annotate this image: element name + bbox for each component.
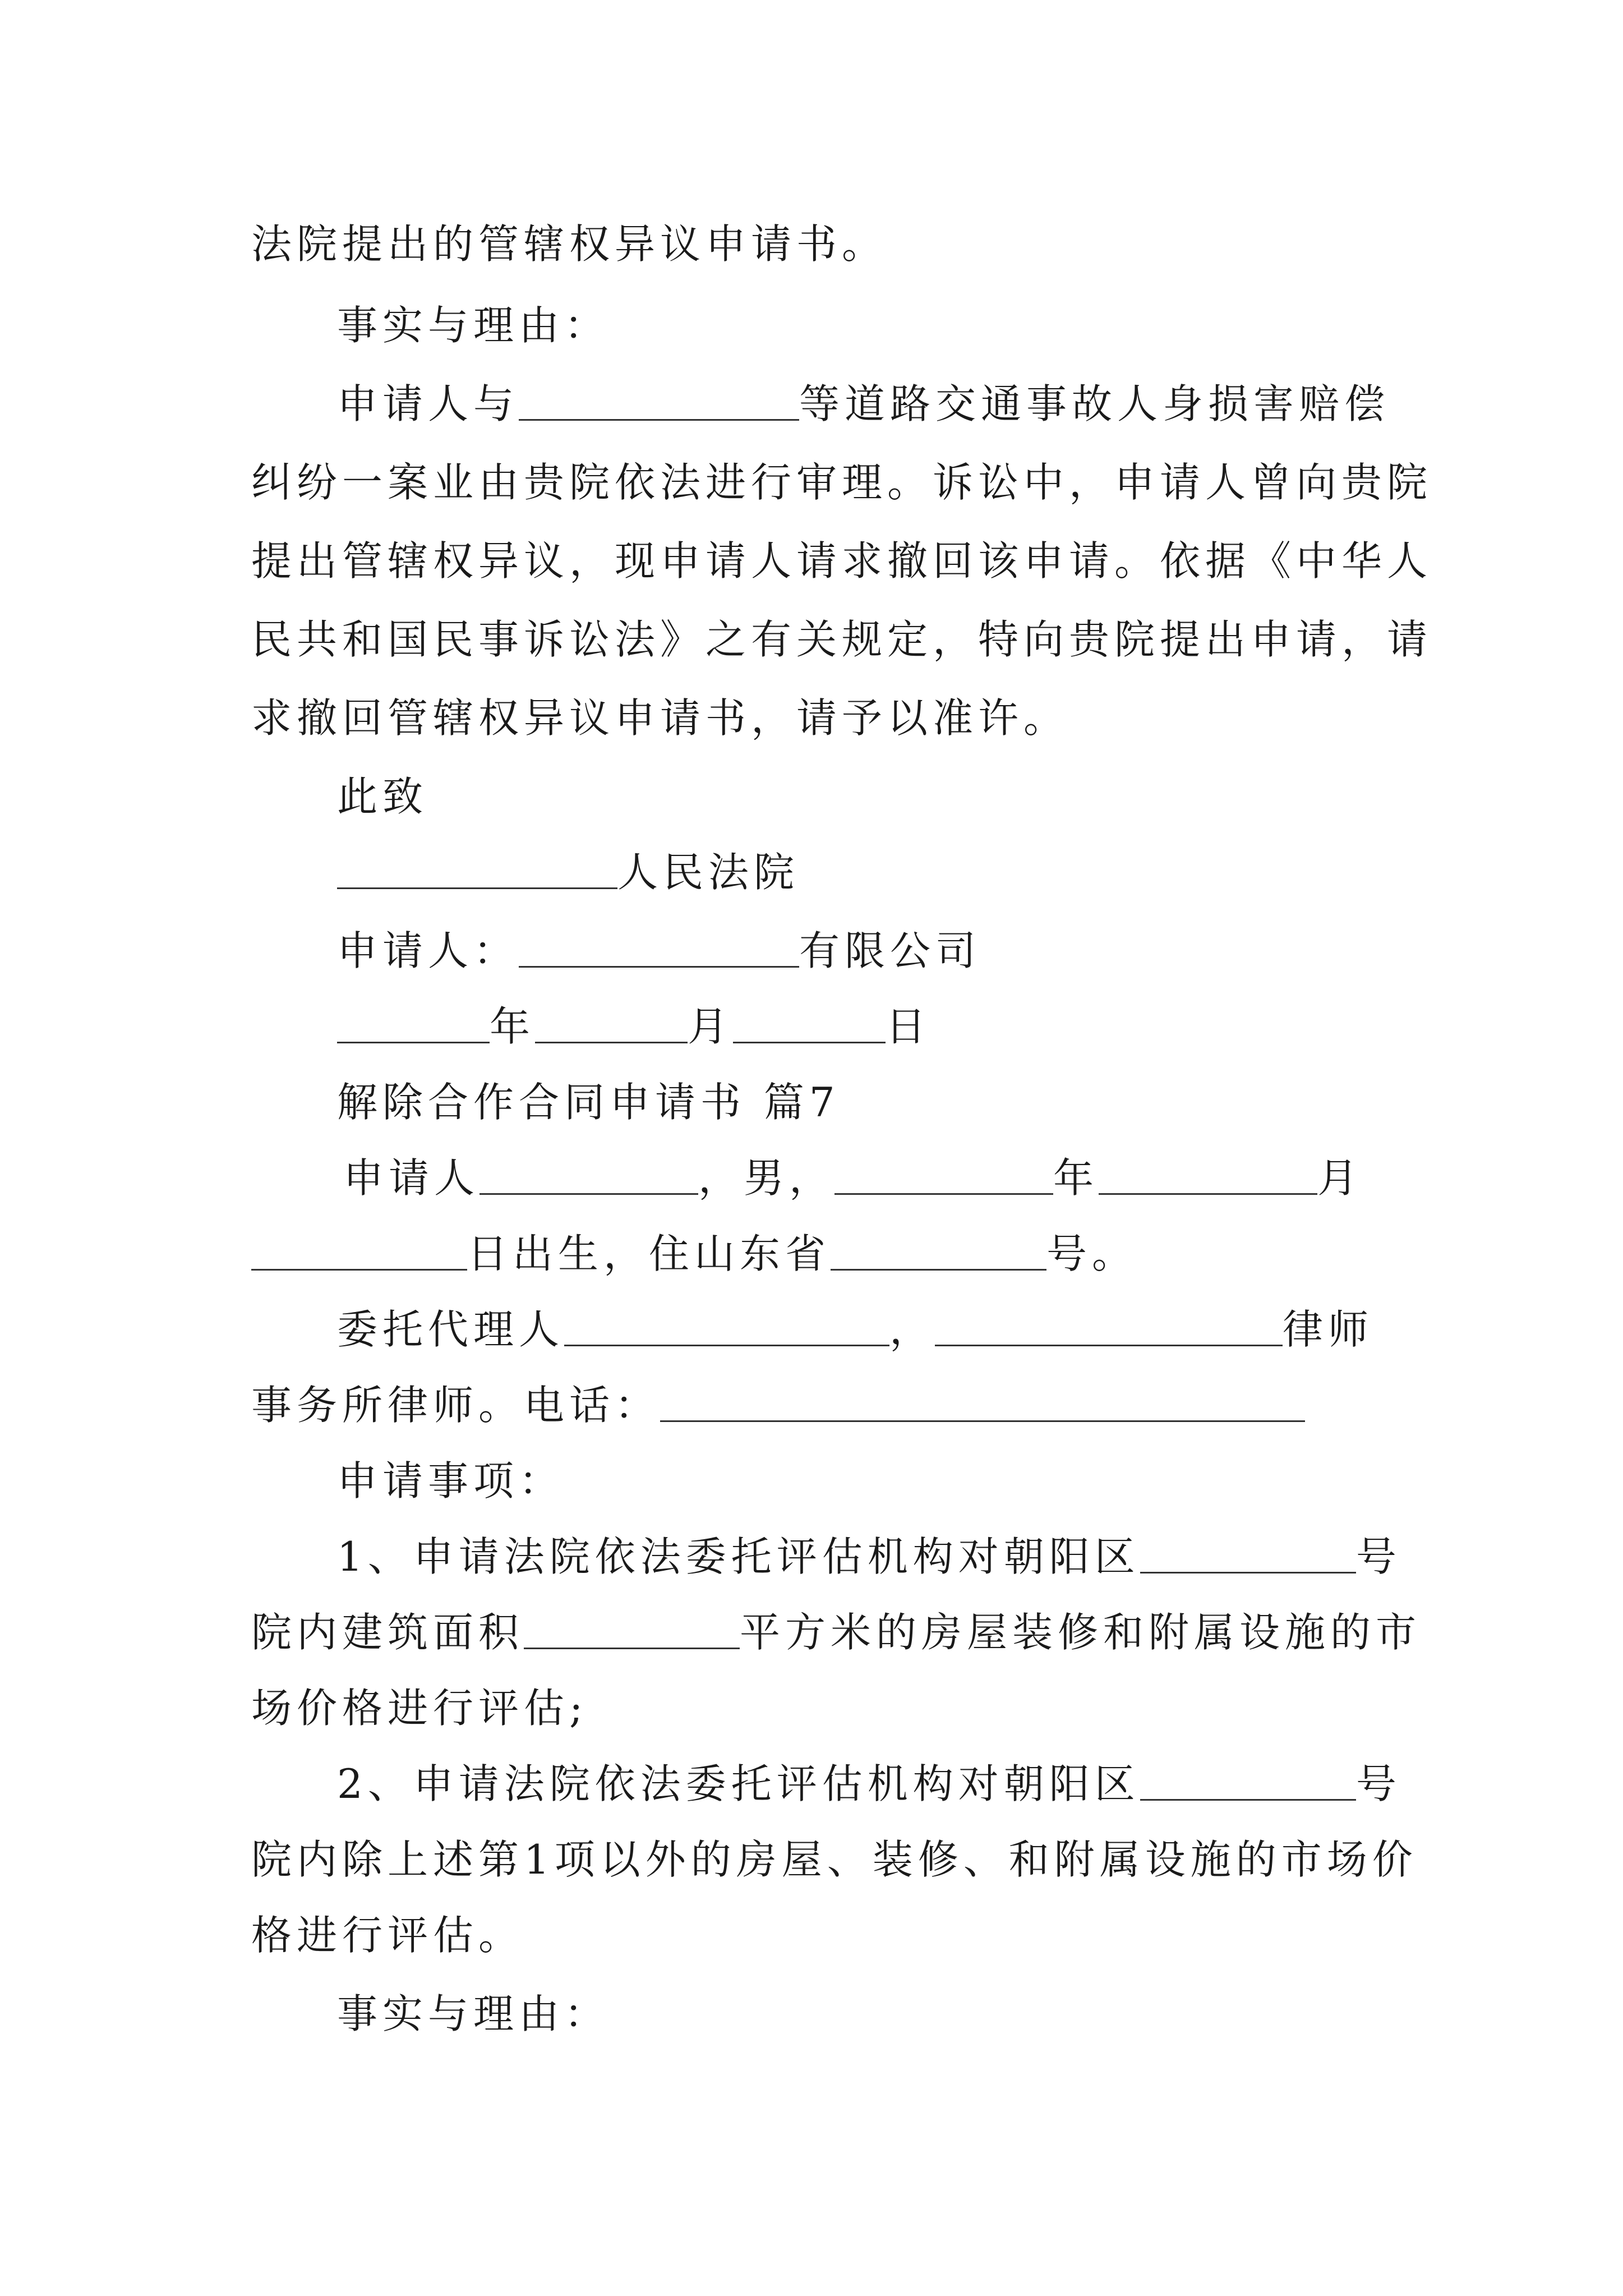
fill-blank [1140, 1742, 1356, 1801]
fill-blank [564, 1287, 889, 1346]
fill-blank [337, 984, 490, 1043]
paragraph-line: 纠纷一案业由贵院依法进行审理。诉讼中，申请人曾向贵院 [251, 459, 1433, 506]
fill-blank [733, 984, 886, 1043]
paragraph-line: 2、申请法院依法委托评估机构对朝阳区 号 [0, 1742, 1623, 1826]
court-name-line: 人民法院 [0, 830, 1623, 914]
fill-blank [524, 1590, 740, 1649]
fill-blank [834, 1136, 1053, 1195]
fill-blank [479, 1136, 698, 1195]
fill-blank [251, 1212, 467, 1271]
fill-blank [1099, 1136, 1317, 1195]
document-title: 解除合作合同申请书 篇7 [337, 1079, 840, 1126]
fill-blank [519, 362, 799, 421]
section-heading-facts: 事实与理由： [337, 1990, 610, 2037]
fill-blank [935, 1287, 1283, 1346]
paragraph-line: 民共和国民事诉讼法》之有关规定，特向贵院提出申请，请 [251, 616, 1433, 663]
paragraph-line: 求撤回管辖权异议申请书，请予以准许。 [251, 694, 1069, 742]
paragraph-line: 提出管辖权异议，现申请人请求撤回该申请。依据《中华人 [251, 537, 1433, 585]
paragraph-line: 院内建筑面积 平方米的房屋装修和附属设施的市 [0, 1590, 1623, 1674]
fill-blank [1140, 1515, 1356, 1573]
paragraph-line: 申请人 ，男， 年 月 [0, 1136, 1623, 1220]
section-heading-facts: 事实与理由： [337, 302, 610, 349]
paragraph-line: 委托代理人 ， 律师 [0, 1287, 1623, 1372]
paragraph-line: 日出生，住山东省 号。 [0, 1212, 1623, 1296]
date-line: 年 月 日 [0, 984, 1623, 1069]
fill-blank [831, 1212, 1046, 1271]
applicant-signature-line: 申请人： 有限公司 [0, 909, 1623, 993]
paragraph-line: 申请人与 等道路交通事故人身损害赔偿 [0, 362, 1623, 446]
fill-blank [660, 1363, 1305, 1422]
fill-blank [337, 830, 617, 889]
fill-blank [535, 984, 688, 1043]
salutation: 此致 [337, 773, 428, 820]
paragraph-line: 格进行评估。 [251, 1912, 524, 1959]
fill-blank [519, 909, 799, 968]
paragraph-line: 法院提出的管辖权异议申请书。 [251, 220, 888, 268]
paragraph-line: 场价格进行评估; [251, 1685, 588, 1732]
paragraph-line: 事务所律师。电话： [0, 1363, 1623, 1447]
section-heading-requests: 申请事项： [337, 1457, 565, 1504]
paragraph-line: 院内除上述第1项以外的房屋、装修、和附属设施的市场价 [251, 1836, 1418, 1883]
paragraph-line: 1、申请法院依法委托评估机构对朝阳区 号 [0, 1515, 1623, 1599]
